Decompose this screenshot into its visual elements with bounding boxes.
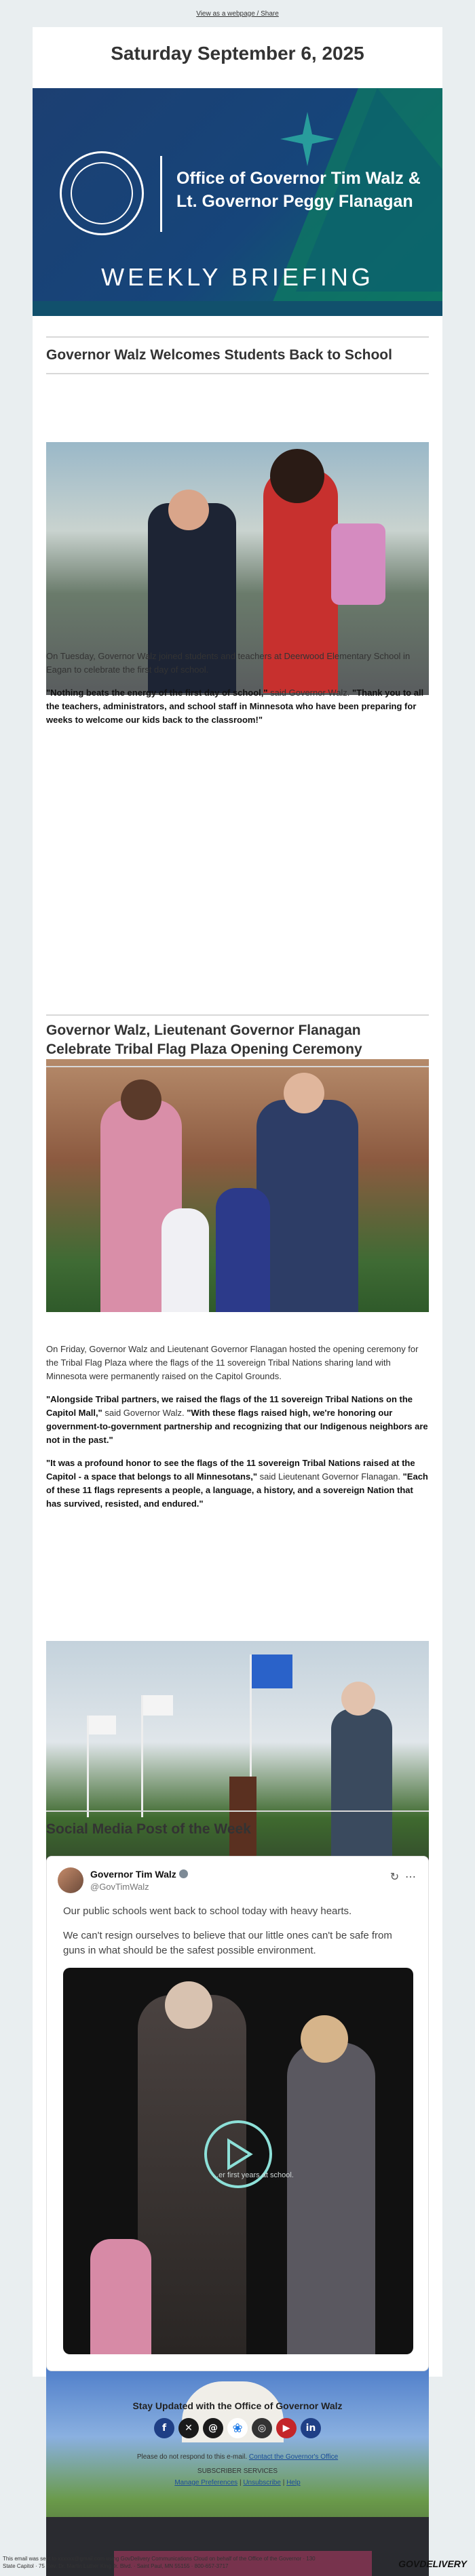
divider [46, 1810, 429, 1812]
legal-line: State Capitol · 75 Rev. Dr. Martin Luther King Jr. Blvd. · Saint Paul, MN 55155 · 800-657-3717 [3, 2563, 229, 2569]
social-links [0, 2418, 475, 2438]
attribution: said Governor Walz. [267, 688, 353, 698]
legal-notice [3, 2555, 423, 2570]
author-name-text: Governor Tim Walz [90, 1869, 176, 1880]
divider [46, 1066, 429, 1067]
contact-link[interactable]: Contact the Governor's Office [248, 2453, 339, 2461]
topbar [0, 0, 475, 27]
attribution: said Governor Walz. [102, 1408, 187, 1418]
video-caption: ...er first years at school. [212, 2171, 294, 2179]
youtube-icon[interactable]: ▶ [276, 2418, 297, 2438]
no-reply-text: Please do not respond to this e-mail. [136, 2453, 249, 2461]
article-paragraph: On Friday, Governor Walz and Lieutenant Governor Flanagan hosted the opening ceremony for the Tribal Flag Plaza where the flags of the 11 sovereign Tribal Nations sharing land with Minnesota were permanently raised on the Capitol Grounds. [46, 1344, 419, 1381]
footer [0, 2400, 475, 2486]
email-body [33, 27, 442, 2377]
article-tribal-flag-plaza-text [46, 1343, 429, 1511]
article-quote-paragraph [46, 1457, 429, 1511]
more-options-icon[interactable]: ⋯ [405, 1871, 416, 1883]
quote: "It was a profound honor to see the flags of the 11 sovereign Tribal Nations raised at the Capitol - a space that belongs to all Minnesotans," [46, 1458, 415, 1482]
office-title [176, 167, 434, 213]
quote: "Thank you to all the teachers, administrators, and school staff in Minnesota who have been preparing for weeks to welcome our kids back to the classroom!" [46, 688, 424, 725]
article-paragraph: On Tuesday, Governor Walz joined students and teachers at Deerwood Elementary School in Eagan to celebrate the first day of school. [46, 651, 411, 675]
legal-line: This email was sent to xxxxxx@gmail.com using GovDelivery Communications Cloud on behalf of the Office of the Governor · 130 [3, 2556, 316, 2562]
article-title: Social Media Post of the Week [46, 1821, 251, 1837]
instagram-icon[interactable]: ◎ [252, 2418, 272, 2438]
article-social-media [46, 1810, 429, 1839]
article-quote-paragraph [46, 1393, 429, 1447]
quote: "Alongside Tribal partners, we raised the flags of the 11 sovereign Tribal Nations on the Capitol Mall," [46, 1394, 413, 1418]
avatar [58, 1867, 83, 1893]
linkedin-icon[interactable]: in [301, 2418, 321, 2438]
manage-preferences-link[interactable]: Manage Preferences [174, 2479, 238, 2486]
newsletter-date: Saturday September 6, 2025 [111, 43, 364, 64]
refresh-icon[interactable]: ↻ [390, 1871, 400, 1883]
post-author-name [90, 1869, 188, 1880]
post-video[interactable] [63, 1968, 413, 2354]
article-title: Governor Walz, Lieutenant Governor Flanagan Celebrate Tribal Flag Plaza Opening Ceremony [46, 1023, 362, 1057]
divider [46, 373, 429, 374]
article-title: Governor Walz Welcomes Students Back to School [46, 347, 392, 363]
no-reply-notice [0, 2453, 475, 2461]
weekly-briefing-title: WEEKLY BRIEFING [101, 263, 374, 291]
view-as-webpage-link[interactable]: View as a webpage / Share [196, 9, 279, 18]
verified-badge-icon [179, 1869, 188, 1878]
footer-heading: Stay Updated with the Office of Governor Walz [132, 2400, 343, 2411]
article-back-to-school [46, 336, 429, 374]
article-back-to-school-text [46, 650, 429, 727]
divider [46, 336, 429, 338]
bluesky-icon[interactable]: ❀ [227, 2418, 248, 2438]
facebook-icon[interactable]: f [154, 2418, 174, 2438]
x-icon[interactable]: ✕ [178, 2418, 199, 2438]
quote: "With these flags raised high, we're honoring our government-to-government partnership and recognizing that our Indigenous neighbors are not in the past." [46, 1408, 428, 1445]
embedded-post-card[interactable] [46, 1856, 429, 2371]
north-star-icon [277, 108, 338, 170]
office-title-line1: Office of Governor Tim Walz & [176, 169, 421, 188]
unsubscribe-link[interactable]: Unsubscribe [243, 2479, 281, 2486]
post-text-line: We can't resign ourselves to believe that our little ones can't be safe from guns in what should be the safest possible environment. [63, 1930, 392, 1956]
office-title-line2: Lt. Governor Peggy Flanagan [176, 192, 413, 211]
quote: "Each of these 11 flags represents a people, a language, a history, and a sovereign Nation that has survived, resisted, and endured." [46, 1471, 428, 1509]
subscriber-services-label: SUBSCRIBER SERVICES [197, 2468, 278, 2475]
post-text [63, 1904, 416, 1958]
govdelivery-logo: GOVDELIVERY [398, 2558, 467, 2569]
post-author-handle: @GovTimWalz [90, 1882, 149, 1892]
subscriber-links: Manage Preferences | Unsubscribe | Help [174, 2479, 301, 2486]
quote: "Nothing beats the energy of the first day of school," [46, 688, 268, 698]
article-quote-paragraph [46, 686, 429, 727]
post-actions [390, 1870, 416, 1884]
help-link[interactable]: Help [286, 2479, 301, 2486]
photo-governor-with-family [46, 1059, 429, 1312]
banner-strip [33, 301, 442, 316]
post-text-line: Our public schools went back to school today with heavy hearts. [63, 1905, 352, 1917]
divider [46, 1014, 429, 1016]
threads-icon[interactable]: @ [203, 2418, 223, 2438]
attribution: said Lieutenant Governor Flanagan. [256, 1471, 403, 1482]
state-seal-logo [60, 151, 144, 235]
banner-divider [160, 156, 162, 232]
article-tribal-flag-plaza [46, 1014, 429, 1067]
header-banner [33, 88, 442, 316]
